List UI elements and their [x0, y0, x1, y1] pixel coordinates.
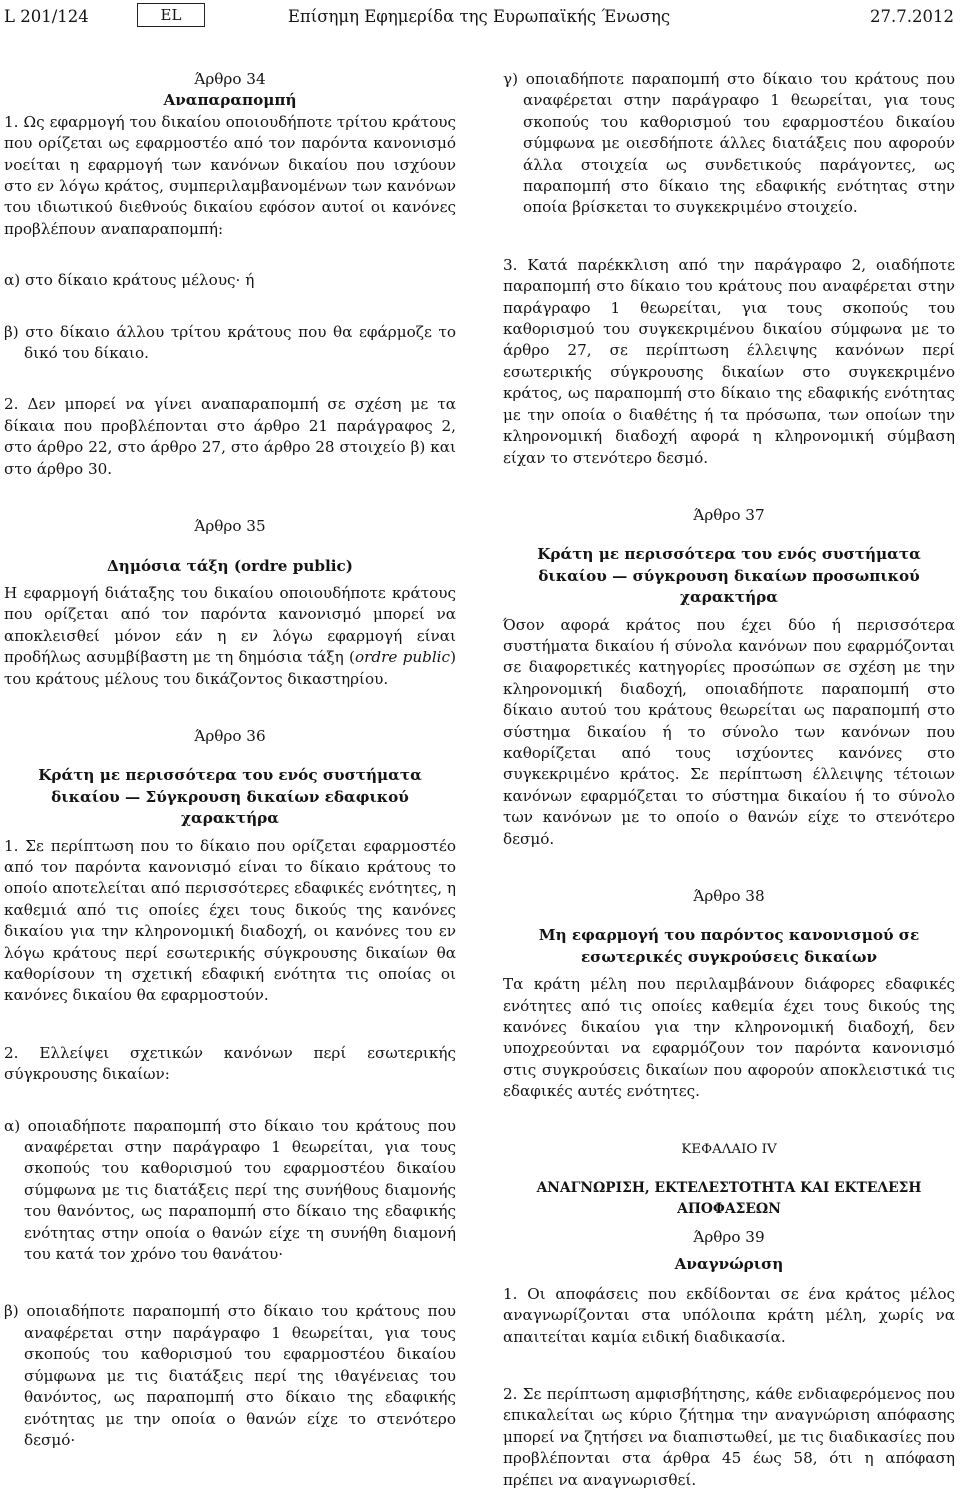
chapter-title: ΑΝΑΓΝΩΡΙΣΗ, ΕΚΤΕΛΕΣΤΟΤΗΤΑ ΚΑΙ ΕΚΤΕΛΕΣΗ ΑΠΟΦΑΣΕΩΝ: [536, 1180, 922, 1218]
article-38-paragraph: Τα κράτη μέλη που περιλαμβάνουν διάφορες εδαφικές ενότητες από τις οποίες καθεμία έχει τους δικούς της κανόνες δικαίου για την κληρονομική διαδοχή, δεν υποχρεούνται να εφαρμόζουν τον παρόντα κανονισμό στις συγκρούσεις δικαίων που αφορούν αποκλειστικά τις εδαφικές αυτές ενότητες.: [503, 975, 955, 1101]
article-39-number: Άρθρο 39: [693, 1227, 765, 1246]
article-34-paragraph-2: 2. Δεν μπορεί να γίνει αναπαραπομπή σε σχέση με τα δίκαια που προβλέπονται στο άρθρο 21 παράγραφος 2, στο άρθρο 22, στο άρθρο 27, στο άρθρο 28 στοιχείο β) και στο άρθρο 30.: [4, 395, 456, 478]
article-34-item-b: β) στο δίκαιο άλλου τρίτου κράτους που θα εφάρμοζε το δικό του δίκαιο.: [4, 322, 456, 363]
article-37-title: Κράτη με περισσότερα του ενός συστήματα δικαίου — σύγκρουση δικαίων προσωπικού χαρακτήρα: [537, 545, 921, 607]
article-34-item-a: α) στο δίκαιο κράτους μέλους· ή: [4, 271, 255, 290]
page-reference: L 201/124: [4, 7, 89, 26]
right-column: [503, 69, 955, 1491]
article-36-item-a: α) οποιαδήποτε παραπομπή στο δίκαιο του κράτους που αναφέρεται στην παράγραφο 1 θεωρείται, για τους σκοπούς του καθορισμού του εφαρμοστέου δικαίου σύμφωνα με τις διατάξεις περί της συνήθους διαμονής του θανόντος, ως παραπομπή στο δίκαιο της εδαφικής ενότητας στην οποία ο θανών είχε τη συνήθη διαμονή του κατά τον χρόνο του θανάτου·: [4, 1116, 456, 1264]
article-36-number: Άρθρο 36: [194, 726, 266, 745]
chapter-number: ΚΕΦΑΛΑΙΟ IV: [681, 1141, 777, 1157]
left-column: [4, 69, 456, 1451]
article-36-item-b: β) οποιαδήποτε παραπομπή στο δίκαιο του κράτους που αναφέρεται στην παράγραφο 1 θεωρείται, για τους σκοπούς του καθορισμού του εφαρμοστέου δικαίου σύμφωνα με τις διατάξεις περί της ιθαγένειας του θανόντος, ως παραπομπή στο δίκαιο της εδαφικής ενότητας με την οποία ο θανών είχε το στενότερο δεσμό·: [4, 1302, 456, 1449]
article-35-number: Άρθρο 35: [194, 517, 266, 536]
article-38-number: Άρθρο 38: [693, 887, 765, 905]
article-35-text-b: ) του κράτους μέλους του δικάζοντος δικαστηρίου.: [4, 648, 456, 688]
article-36-paragraph-2: 2. Ελλείψει σχετικών κανόνων περί εσωτερικής σύγκρουσης δικαίων:: [4, 1043, 456, 1084]
article-35-text-italic: ordre public: [354, 648, 451, 667]
publication-date: 27.7.2012: [870, 7, 954, 26]
article-36-title: Κράτη με περισσότερα του ενός συστήματα δικαίου — Σύγκρουση δικαίων εδαφικού χαρακτήρα: [38, 766, 422, 828]
article-36-paragraph-3: 3. Κατά παρέκκλιση από την παράγραφο 2, οιαδήποτε παραπομπή στο δίκαιο του κράτους που αναφέρεται στην παράγραφο 1 θεωρείται, για τους σκοπούς του καθορισμού του συγκεκριμένου δικαίου σύμφωνα με το άρθρο 27, σε περίπτωση έλλειψης κανόνων περί εσωτερικής σύγκρουσης δικαίων στο συγκεκριμένο κράτος, ως παραπομπή στο δίκαιο της εδαφικής ενότητας με την οποία ο διαθέτης ή τα πρόσωπα, των οποίων την κληρονομική διαδοχή αφορά η κληρονομική σύμβαση είχαν το στενότερο δεσμό.: [503, 255, 955, 467]
article-38-title: Μη εφαρμογή του παρόντος κανονισμού σε εσωτερικές συγκρούσεις δικαίων: [538, 926, 920, 966]
article-35-paragraph: [4, 583, 456, 690]
article-39-paragraph-2: 2. Σε περίπτωση αμφισβήτησης, κάθε ενδιαφερόμενος που επικαλείται ως κύριο ζήτημα την αναγνώριση απόφασης μπορεί να ζητήσει να διαπιστωθεί, με τις διαδικασίες που προβλέπονται στα άρθρα 45 έως 58, ότι η απόφαση πρέπει να αναγνωρισθεί.: [503, 1384, 955, 1489]
page-header: [4, 3, 954, 29]
article-34-number: Άρθρο 34: [194, 70, 266, 88]
journal-title: Επίσημη Εφημερίδα της Ευρωπαϊκής Ένωσης: [287, 7, 671, 26]
article-35-text-a: Η εφαρμογή διάταξης του δικαίου οποιουδήποτε κράτους που ορίζεται από τον παρόντα κανονισμό μπορεί να αποκλεισθεί μόνον εάν η εν λόγω εφαρμογή είναι προδήλως ασυμβίβαστη με τη δημόσια τάξη (: [4, 583, 456, 667]
article-36-item-c: γ) οποιαδήποτε παραπομπή στο δίκαιο του κράτους που αναφέρεται στην παράγραφο 1 θεωρείται, για τους σκοπούς του καθορισμού του εφαρμοστέου δικαίου σύμφωνα με οιεσδήποτε άλλες διατάξεις που αφορούν άλλα στοιχεία ως συνδετικούς παράγοντες, ως παραπομπή στο δίκαιο της εδαφικής ενότητας στην οποία βρίσκεται το συγκεκριμένο στοιχείο.: [503, 70, 955, 217]
article-39-paragraph-1: 1. Οι αποφάσεις που εκδίδονται σε ένα κράτος μέλος αναγνωρίζονται στα υπόλοιπα κράτη μέλη, χωρίς να απαιτείται καμία ειδική διαδικασία.: [503, 1284, 955, 1346]
article-37-paragraph: Όσον αφορά κράτος που έχει δύο ή περισσότερα συστήματα δικαίου ή σύνολα κανόνων που εφαρμόζονται σε διαφορετικές κατηγορίες προσώπων σε σχέση με την κληρονομική διαδοχή, οποιαδήποτε παραπομπή στο δίκαιο αυτού του κράτους θεωρείται ως παραπομπή στο σύστημα δικαίου ή το σύνολο των κανόνων που καθορίζεται από τους ισχύοντες κανόνες στο συγκεκριμένο κράτος. Σε περίπτωση έλλειψης τέτοιων κανόνων εφαρμόζεται το σύστημα δικαίου ή το σύνολο των κανόνων με το οποίο ο θανών είχε το στενότερο δεσμό.: [503, 615, 955, 848]
article-35-title: Δημόσια τάξη (ordre public): [107, 556, 353, 575]
language-badge: EL: [137, 3, 205, 27]
article-36-paragraph-1: 1. Σε περίπτωση που το δίκαιο που ορίζεται εφαρμοστέο από τον παρόντα κανονισμό είναι το δίκαιο κράτους το οποίο αποτελείται από περισσότερες εδαφικές ενότητες, η καθεμιά από τις οποίες έχει τους δικούς της κανόνες δικαίου για την κληρονομική διαδοχή, οι κανόνες του εν λόγω κράτους περί εσωτερικής σύγκρουσης δικαίων θα καθορίσουν τη σχετική εδαφική ενότητα τις οποίας οι κανόνες δικαίου θα εφαρμοστούν.: [4, 836, 456, 1005]
article-39-title: Αναγνώριση: [674, 1255, 784, 1274]
article-37-number: Άρθρο 37: [693, 505, 765, 524]
article-34-paragraph-1: 1. Ως εφαρμογή του δικαίου οποιουδήποτε τρίτου κράτους που ορίζεται ως εφαρμοστέο από τον παρόντα κανονισμό νοείται η εφαρμογή των κανόνων δικαίου που ισχύουν στο εν λόγω κράτος, συμπεριλαμβανομένων των κανόνων του ιδιωτικού διεθνούς δικαίου εφόσον αυτοί οι κανόνες προβλέπουν αναπαραπομπή:: [4, 112, 456, 238]
article-34-title: Αναπαραπομπή: [163, 91, 297, 110]
